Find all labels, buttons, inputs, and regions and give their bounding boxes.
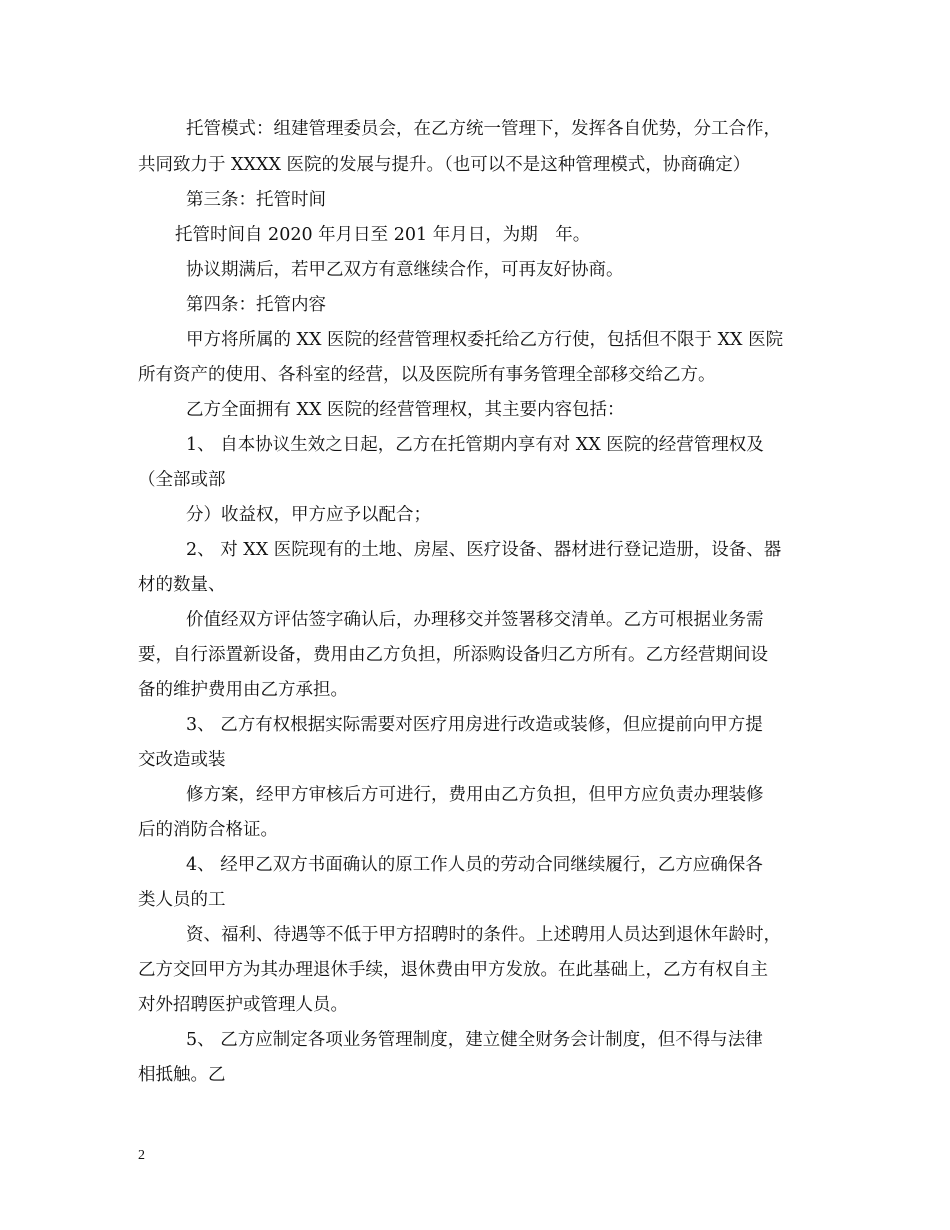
page-number: 2 [138, 1148, 145, 1163]
list-item-line: 4、 经甲乙双方书面确认的原工作人员的劳动合同继续履行，乙方应确保各 [186, 855, 763, 875]
body-line: 乙方全面拥有 XX 医院的经营管理权，其主要内容包括： [186, 400, 625, 420]
list-item-line: 3、 乙方有权根据实际需要对医疗用房进行改造或装修，但应提前向甲方提 [186, 715, 763, 735]
list-item-line: 后的消防合格证。 [138, 820, 278, 840]
list-item-line: 材的数量、 [138, 575, 226, 595]
list-item-line: 要，自行添置新设备，费用由乙方负担，所添购设备归乙方所有。乙方经营期间设 [138, 645, 768, 665]
list-item-line: 修方案，经甲方审核后方可进行，费用由乙方负担，但甲方应负责办理装修 [186, 785, 764, 805]
list-item-line: 交改造或装 [138, 750, 226, 770]
list-item-line: 相抵触。乙 [138, 1065, 226, 1085]
list-item-line: 5、 乙方应制定各项业务管理制度，建立健全财务会计制度，但不得与法律 [186, 1030, 763, 1050]
list-item-line: 价值经双方评估签字确认后，办理移交并签署移交清单。乙方可根据业务需 [186, 610, 764, 630]
list-item-line: 1、 自本协议生效之日起，乙方在托管期内享有对 XX 医院的经营管理权及 [186, 435, 764, 455]
list-item-line: 2、 对 XX 医院现有的土地、房屋、医疗设备、器材进行登记造册，设备、器 [186, 540, 782, 560]
list-item-line: （全部或部 [138, 470, 226, 490]
list-item-line: 分）收益权，甲方应予以配合； [186, 505, 431, 525]
body-line: 甲方将所属的 XX 医院的经营管理权委托给乙方行使，包括但不限于 XX 医院 [186, 330, 784, 350]
section-heading: 第三条：托管时间 [186, 190, 326, 210]
list-item-line: 资、福利、待遇等不低于甲方招聘时的条件。上述聘用人员达到退休年龄时， [186, 925, 781, 945]
list-item-line: 乙方交回甲方为其办理退休手续，退休费由甲方发放。在此基础上，乙方有权自主 [138, 960, 768, 980]
list-item-line: 对外招聘医护或管理人员。 [138, 995, 348, 1015]
section-heading: 第四条：托管内容 [186, 295, 326, 315]
body-line: 共同致力于 XXXX 医院的发展与提升。（也可以不是这种管理模式，协商确定） [138, 155, 751, 175]
body-line: 托管模式：组建管理委员会，在乙方统一管理下，发挥各自优势，分工合作， [186, 119, 781, 139]
list-item-line: 备的维护费用由乙方承担。 [138, 680, 348, 700]
body-line: 所有资产的使用、各科室的经营，以及医院所有事务管理全部移交给乙方。 [138, 365, 716, 385]
body-line: 托管时间自 2020 年月日至 201 年月日，为期 年。 [175, 225, 591, 245]
body-line: 协议期满后，若甲乙双方有意继续合作，可再友好协商。 [186, 260, 624, 280]
list-item-line: 类人员的工 [138, 890, 226, 910]
